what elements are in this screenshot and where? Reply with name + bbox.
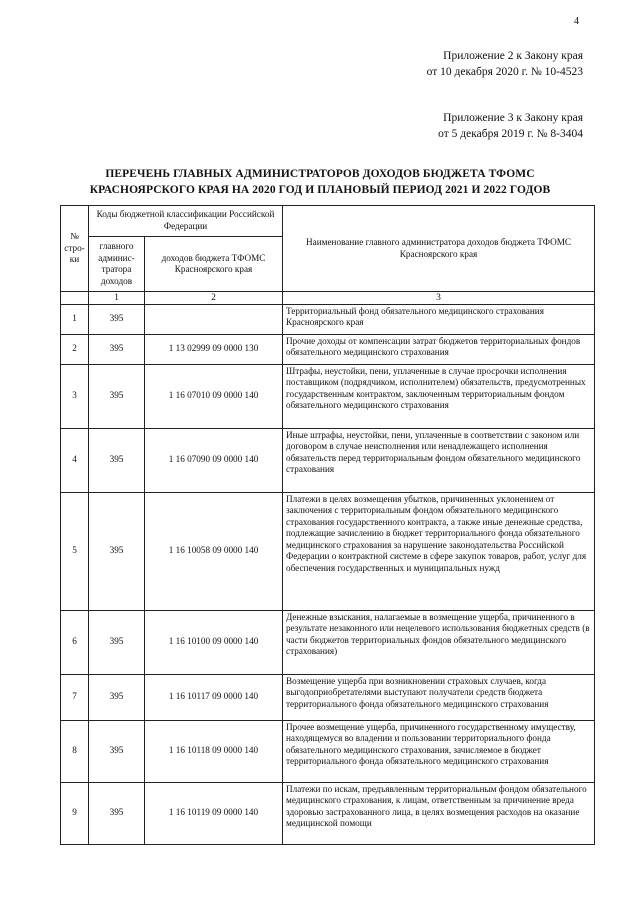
- admin-name-cell: Платежи по искам, предъявленным территориальным фондом обязательного медицинского страхования, к лицам, ответственным за причинение вреда здоровью застрахованного лица, в целях возмещения расходов на оказание медицинской помощи: [283, 782, 595, 844]
- income-code-cell: 1 16 10118 09 0000 140: [145, 720, 283, 782]
- admin-code-cell: 395: [89, 720, 145, 782]
- row-number-cell: 3: [61, 364, 89, 428]
- income-code-cell: 1 16 10058 09 0000 140: [145, 492, 283, 610]
- table-row: [61, 428, 595, 492]
- row-number-cell: 9: [61, 782, 89, 844]
- admin-name-cell: Прочие доходы от компенсации затрат бюджетов территориальных фондов обязательного медицинского страхования: [283, 334, 595, 364]
- column-number-2: 2: [145, 292, 283, 305]
- admin-name-cell: Возмещение ущерба при возникновении страховых случаев, когда выгодоприобретателями выступают получатели средств бюджета территориального фонда обязательного медицинского страхования: [283, 674, 595, 720]
- header-row-number: № стро-ки: [61, 206, 89, 292]
- admin-code-cell: 395: [89, 674, 145, 720]
- admin-code-cell: 395: [89, 610, 145, 674]
- column-number-row: [61, 292, 595, 305]
- table-row: [61, 720, 595, 782]
- page-number: 4: [574, 16, 579, 27]
- header-name: Наименование главного администратора доходов бюджета ТФОМС Красноярского края: [283, 206, 595, 292]
- admin-name-cell: Прочее возмещение ущерба, причиненного государственному имуществу, находящемуся во владении и пользовании территориального фонда обязательного медицинского страхования, зачисляемое в бюджет территориального фонда обязательного медицинского страхования: [283, 720, 595, 782]
- document-title-line1: ПЕРЕЧЕНЬ ГЛАВНЫХ АДМИНИСТРАТОРОВ ДОХОДОВ БЮДЖЕТА ТФОМС: [105, 168, 535, 180]
- table-row: [61, 674, 595, 720]
- income-code-cell: 1 16 07010 09 0000 140: [145, 364, 283, 428]
- admin-name-cell: Денежные взыскания, налагаемые в возмещение ущерба, причиненного в результате незаконного или нецелевого использования бюджетных средств (в части бюджетов территориальных фондов обязательного медицинского страхования): [283, 610, 595, 674]
- table-header-row: [61, 206, 595, 237]
- row-number-cell: 4: [61, 428, 89, 492]
- header-income-code: доходов бюджета ТФОМС Красноярского края: [145, 237, 283, 292]
- admin-code-cell: 395: [89, 428, 145, 492]
- income-code-cell: 1 13 02999 09 0000 130: [145, 334, 283, 364]
- column-number-1: 1: [89, 292, 145, 305]
- row-number-cell: 1: [61, 304, 89, 334]
- income-code-cell: [145, 304, 283, 334]
- income-code-cell: 1 16 07090 09 0000 140: [145, 428, 283, 492]
- table-row: [61, 304, 595, 334]
- table-row: [61, 492, 595, 610]
- column-number-empty: [61, 292, 89, 305]
- appendix-note-2-line1: Приложение 3 к Закону края: [443, 112, 583, 124]
- appendix-note-1: [427, 48, 583, 80]
- row-number-cell: 2: [61, 334, 89, 364]
- appendix-note-1-line2: от 10 декабря 2020 г. № 10-4523: [426, 66, 583, 78]
- table-row: [61, 334, 595, 364]
- column-number-3: 3: [283, 292, 595, 305]
- admin-name-cell: Территориальный фонд обязательного медицинского страхования Красноярского края: [283, 304, 595, 334]
- income-code-cell: 1 16 10100 09 0000 140: [145, 610, 283, 674]
- header-admin-code: главного админис-тратора доходов: [89, 237, 145, 292]
- document-title: [40, 166, 600, 198]
- income-code-cell: 1 16 10117 09 0000 140: [145, 674, 283, 720]
- table-row: [61, 364, 595, 428]
- income-administrators-table: [60, 205, 595, 845]
- admin-code-cell: 395: [89, 492, 145, 610]
- income-code-cell: 1 16 10119 09 0000 140: [145, 782, 283, 844]
- row-number-cell: 8: [61, 720, 89, 782]
- row-number-cell: 7: [61, 674, 89, 720]
- appendix-note-1-line1: Приложение 2 к Закону края: [443, 50, 583, 62]
- header-codes-group: Коды бюджетной классификации Российской Федерации: [89, 206, 283, 237]
- admin-code-cell: 395: [89, 304, 145, 334]
- admin-code-cell: 395: [89, 782, 145, 844]
- document-title-line2: КРАСНОЯРСКОГО КРАЯ НА 2020 ГОД И ПЛАНОВЫЙ ПЕРИОД 2021 И 2022 ГОДОВ: [89, 184, 551, 196]
- table-row: [61, 610, 595, 674]
- appendix-note-2-line2: от 5 декабря 2019 г. № 8-3404: [438, 128, 583, 140]
- appendix-note-2: [438, 110, 583, 142]
- admin-code-cell: 395: [89, 364, 145, 428]
- row-number-cell: 6: [61, 610, 89, 674]
- admin-name-cell: Платежи в целях возмещения убытков, причиненных уклонением от заключения с территориальным фондом обязательного медицинского страхования государственного контракта, а также иные денежные средства, подлежащие зачислению в бюджет территориального фонда обязательного медицинского страхования за нарушение законодательства Российской Федерации о контрактной системе в сфере закупок товаров, работ, услуг для обеспечения государственных и муниципальных нужд: [283, 492, 595, 610]
- row-number-cell: 5: [61, 492, 89, 610]
- admin-code-cell: 395: [89, 334, 145, 364]
- admin-name-cell: Иные штрафы, неустойки, пени, уплаченные в соответствии с законом или договором в случае неисполнения или ненадлежащего исполнения обязательств перед территориальным фондом обязательного медицинского страхования: [283, 428, 595, 492]
- table-row: [61, 782, 595, 844]
- admin-name-cell: Штрафы, неустойки, пени, уплаченные в случае просрочки исполнения поставщиком (подрядчиком, исполнителем) обязательств, предусмотренных государственным контрактом, заключенным территориальным фондом обязательного медицинского страхования: [283, 364, 595, 428]
